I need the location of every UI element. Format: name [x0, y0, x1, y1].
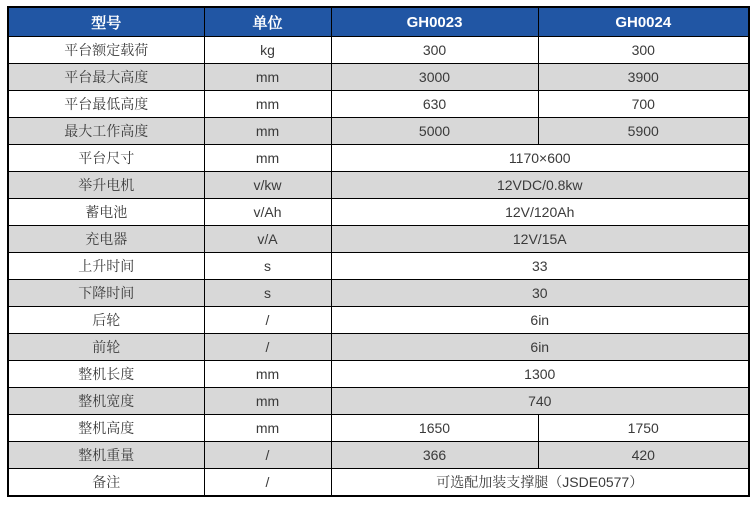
spec-value-gh0023: 630 [331, 91, 538, 118]
spec-label: 平台尺寸 [8, 145, 204, 172]
spec-label: 整机宽度 [8, 388, 204, 415]
table-row [8, 199, 749, 226]
spec-label: 整机重量 [8, 442, 204, 469]
spec-unit: / [204, 442, 331, 469]
spec-label: 平台额定载荷 [8, 37, 204, 64]
table-row [8, 334, 749, 361]
table-row [8, 415, 749, 442]
spec-value-shared: 12V/15A [331, 226, 749, 253]
table-row [8, 253, 749, 280]
spec-value-gh0024: 300 [538, 37, 749, 64]
spec-unit: mm [204, 91, 331, 118]
header-row [8, 7, 749, 37]
spec-unit: / [204, 469, 331, 497]
spec-unit: mm [204, 145, 331, 172]
spec-unit: mm [204, 64, 331, 91]
spec-unit: mm [204, 118, 331, 145]
spec-label: 前轮 [8, 334, 204, 361]
spec-unit: mm [204, 388, 331, 415]
spec-unit: mm [204, 361, 331, 388]
spec-label: 上升时间 [8, 253, 204, 280]
table-row [8, 307, 749, 334]
spec-value-gh0024: 420 [538, 442, 749, 469]
spec-unit: s [204, 253, 331, 280]
spec-label: 充电器 [8, 226, 204, 253]
header-cell-model: 型号 [8, 7, 204, 37]
spec-label: 平台最低高度 [8, 91, 204, 118]
header-cell-model-gh0024: GH0024 [538, 7, 749, 37]
spec-value-gh0024: 3900 [538, 64, 749, 91]
spec-label: 下降时间 [8, 280, 204, 307]
header-cell-unit: 单位 [204, 7, 331, 37]
table-row [8, 442, 749, 469]
spec-label: 整机高度 [8, 415, 204, 442]
spec-label: 整机长度 [8, 361, 204, 388]
spec-unit: v/A [204, 226, 331, 253]
table-row [8, 91, 749, 118]
spec-value-gh0023: 1650 [331, 415, 538, 442]
spec-value-gh0024: 5900 [538, 118, 749, 145]
spec-unit: v/kw [204, 172, 331, 199]
spec-label: 蓄电池 [8, 199, 204, 226]
spec-value-shared: 6in [331, 307, 749, 334]
table-row [8, 280, 749, 307]
header-cell-model-gh0023: GH0023 [331, 7, 538, 37]
spec-value-shared: 可选配加装支撑腿（JSDE0577） [331, 469, 749, 497]
table-row [8, 64, 749, 91]
spec-label: 后轮 [8, 307, 204, 334]
spec-value-gh0024: 700 [538, 91, 749, 118]
spec-value-shared: 30 [331, 280, 749, 307]
spec-unit: kg [204, 37, 331, 64]
spec-value-gh0023: 300 [331, 37, 538, 64]
spec-value-shared: 12V/120Ah [331, 199, 749, 226]
spec-value-shared: 1170×600 [331, 145, 749, 172]
spec-unit: v/Ah [204, 199, 331, 226]
table-row [8, 145, 749, 172]
spec-table [7, 6, 750, 497]
spec-value-shared: 1300 [331, 361, 749, 388]
spec-label: 备注 [8, 469, 204, 497]
table-row [8, 361, 749, 388]
spec-label: 平台最大高度 [8, 64, 204, 91]
table-row [8, 226, 749, 253]
spec-value-shared: 12VDC/0.8kw [331, 172, 749, 199]
spec-unit: mm [204, 415, 331, 442]
spec-label: 最大工作高度 [8, 118, 204, 145]
spec-unit: / [204, 334, 331, 361]
spec-value-gh0023: 5000 [331, 118, 538, 145]
spec-value-gh0023: 366 [331, 442, 538, 469]
spec-value-shared: 740 [331, 388, 749, 415]
spec-value-shared: 33 [331, 253, 749, 280]
table-row [8, 118, 749, 145]
table-row [8, 172, 749, 199]
table-row [8, 469, 749, 497]
table-row [8, 37, 749, 64]
spec-value-gh0023: 3000 [331, 64, 538, 91]
spec-value-shared: 6in [331, 334, 749, 361]
table-row [8, 388, 749, 415]
spec-label: 举升电机 [8, 172, 204, 199]
spec-unit: / [204, 307, 331, 334]
spec-value-gh0024: 1750 [538, 415, 749, 442]
spec-unit: s [204, 280, 331, 307]
